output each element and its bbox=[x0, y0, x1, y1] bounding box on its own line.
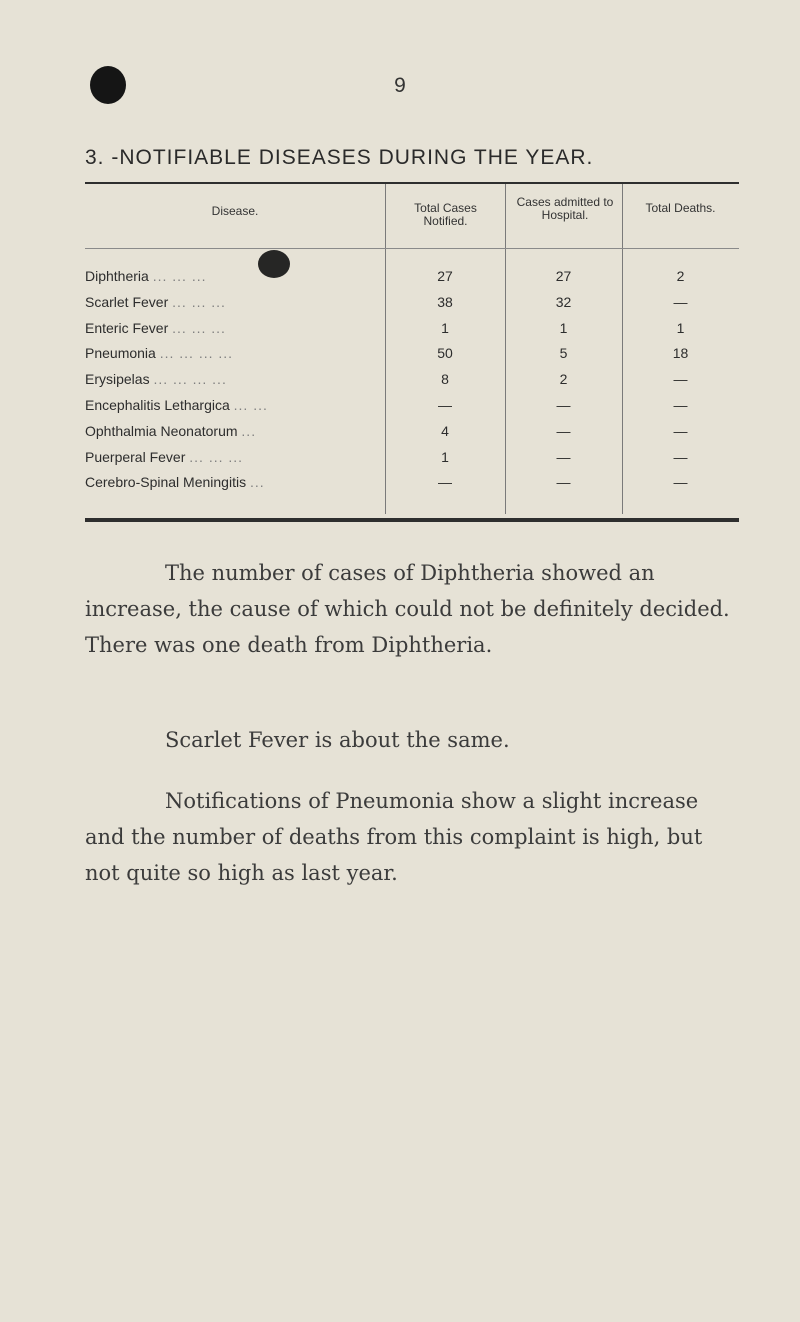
table-row bbox=[85, 367, 739, 391]
disease-label: Scarlet Fever bbox=[85, 293, 169, 310]
disease-label: Puerperal Fever bbox=[85, 448, 186, 465]
total-notified: 8 bbox=[441, 371, 449, 388]
total-deaths: 18 bbox=[672, 345, 689, 362]
admitted-hospital: — bbox=[556, 448, 571, 465]
header-disease: Disease. bbox=[211, 204, 259, 218]
disease-label: Erysipelas bbox=[85, 371, 150, 388]
admitted-hospital: 32 bbox=[555, 293, 572, 310]
header-deaths: Total Deaths. bbox=[645, 201, 716, 215]
disease-label: Ophthalmia Neonatorum bbox=[85, 422, 238, 439]
total-notified: — bbox=[438, 397, 452, 413]
disease-label: Cerebro-Spinal Meningitis bbox=[85, 474, 247, 491]
table-bottom-rule bbox=[85, 518, 739, 522]
header-rule bbox=[385, 248, 739, 249]
total-notified: 4 bbox=[441, 422, 449, 439]
disease-name bbox=[85, 445, 375, 469]
paragraph-diphtheria: The number of cases of Diphtheria showed an increase, the cause of which could not be definitely decided. There was one death from Diphtheria. bbox=[85, 561, 730, 657]
table-row bbox=[85, 445, 739, 469]
total-deaths: — bbox=[673, 293, 688, 310]
table-row bbox=[85, 470, 739, 494]
total-notified: 27 bbox=[437, 268, 453, 284]
header-total-cases: Total Cases Notified. bbox=[414, 201, 477, 228]
admitted-hospital: — bbox=[556, 397, 571, 413]
dot-leader: ... ... ... bbox=[189, 448, 244, 465]
admitted-hospital: 2 bbox=[559, 371, 568, 388]
header-rule bbox=[85, 248, 385, 249]
paragraph-pneumonia: Notifications of Pneumonia show a slight increase and the number of deaths from this complaint is high, but not quite so high as last year. bbox=[85, 789, 703, 885]
dot-leader: ... ... bbox=[233, 397, 268, 413]
dot-leader: ... bbox=[241, 422, 257, 439]
disease-name bbox=[85, 393, 375, 417]
admitted-hospital: — bbox=[556, 422, 571, 439]
dot-leader: ... ... ... ... bbox=[153, 371, 227, 388]
disease-name bbox=[85, 470, 375, 494]
disease-name bbox=[85, 316, 375, 340]
table-row bbox=[85, 393, 739, 417]
disease-label: Pneumonia bbox=[85, 345, 156, 362]
disease-name bbox=[85, 367, 375, 391]
admitted-hospital: — bbox=[556, 474, 571, 491]
page-number: 9 bbox=[394, 74, 406, 97]
total-deaths: — bbox=[673, 422, 688, 439]
dot-leader: ... bbox=[249, 474, 265, 491]
section-title: 3. -NOTIFIABLE DISEASES DURING THE YEAR. bbox=[85, 146, 594, 169]
table-row bbox=[85, 341, 739, 365]
table-row bbox=[85, 419, 739, 443]
disease-label: Enteric Fever bbox=[85, 319, 169, 336]
disease-name bbox=[85, 290, 375, 314]
table-row bbox=[85, 264, 739, 288]
total-notified: 38 bbox=[437, 293, 453, 310]
disease-label: Diphtheria bbox=[85, 268, 149, 284]
ink-blot bbox=[258, 250, 290, 278]
table-row bbox=[85, 316, 739, 340]
diseases-table bbox=[85, 182, 739, 522]
dot-leader: ... ... ... bbox=[172, 319, 226, 336]
admitted-hospital: 5 bbox=[559, 345, 568, 362]
punch-hole bbox=[90, 66, 126, 104]
paragraph-scarlet-fever: Scarlet Fever is about the same. bbox=[165, 728, 510, 752]
total-notified: 1 bbox=[441, 448, 449, 465]
total-notified: — bbox=[438, 474, 452, 491]
admitted-hospital: 1 bbox=[559, 319, 568, 336]
disease-name bbox=[85, 341, 375, 365]
disease-name bbox=[85, 264, 375, 288]
disease-label: Encephalitis Lethargica bbox=[85, 397, 230, 413]
total-deaths: — bbox=[673, 397, 688, 413]
total-notified: 1 bbox=[441, 319, 449, 336]
total-deaths: — bbox=[673, 474, 688, 491]
total-deaths: — bbox=[673, 448, 688, 465]
dot-leader: ... ... ... ... bbox=[159, 345, 234, 362]
dot-leader: ... ... ... bbox=[152, 268, 207, 284]
total-notified: 50 bbox=[437, 345, 453, 362]
total-deaths: 2 bbox=[676, 268, 685, 284]
admitted-hospital: 27 bbox=[555, 268, 572, 284]
header-admitted: Cases admitted to Hospital. bbox=[516, 195, 614, 222]
dot-leader: ... ... ... bbox=[172, 293, 226, 310]
disease-name bbox=[85, 419, 375, 443]
table-top-rule bbox=[85, 182, 739, 184]
total-deaths: 1 bbox=[676, 319, 685, 336]
table-row bbox=[85, 290, 739, 314]
total-deaths: — bbox=[673, 371, 688, 388]
